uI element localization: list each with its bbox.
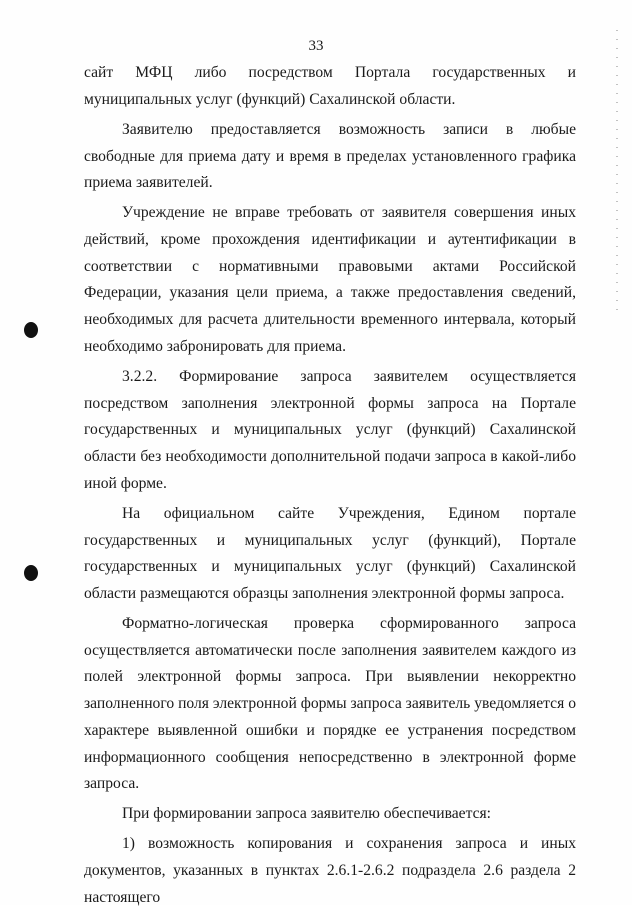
paragraph: На официальном сайте Учреждения, Едином портале государственных и муниципальных услуг (функций), Портале государственных и муниципальных услуг (функций) Сахалинской области размещаются образцы заполнения электронной формы запроса.	[84, 504, 576, 602]
paragraph: 3.2.2. Формирование запроса заявителем осуществляется посредством заполнения электронной формы запроса на Портале государственных и муниципальных услуг (функций) Сахалинской области без необходимости дополнительной подачи запроса в какой-либо иной форме.	[84, 367, 576, 492]
page-number: 33	[308, 38, 324, 54]
binder-hole	[24, 565, 38, 581]
paragraph: Форматно-логическая проверка сформированного запроса осуществляется автоматически после заполнения заявителем каждого из полей электронной формы запроса. При выявлении некорректно заполненного поля электронной формы запроса заявитель уведомляется о характере выявленной ошибки и порядке ее устранения посредством информационного сообщения непосредственно в электронной форме запроса.	[84, 615, 576, 793]
paragraph: Учреждение не вправе требовать от заявителя совершения иных действий, кроме прохождения идентификации и аутентификации в соответствии с нормативными правовыми актами Российской Федерации, указания цели приема, а также предоставления сведений, необходимых для расчета длительности временного интервала, который необходимо забронировать для приема.	[84, 204, 576, 355]
paragraph: сайт МФЦ либо посредством Портала государственных и муниципальных услуг (функций) Сахалинской области.	[84, 64, 576, 108]
binder-hole	[24, 322, 38, 338]
body-text	[84, 60, 576, 915]
page-edge-marks	[616, 30, 618, 310]
paragraph: 1) возможность копирования и сохранения запроса и иных документов, указанных в пунктах 2.6.1-2.6.2 подраздела 2.6 раздела 2 настоящего	[84, 835, 576, 906]
paragraph: Заявителю предоставляется возможность записи в любые свободные для приема дату и время в пределах установленного графика приема заявителей.	[84, 120, 576, 192]
paragraph: При формировании запроса заявителю обеспечивается:	[122, 805, 491, 823]
